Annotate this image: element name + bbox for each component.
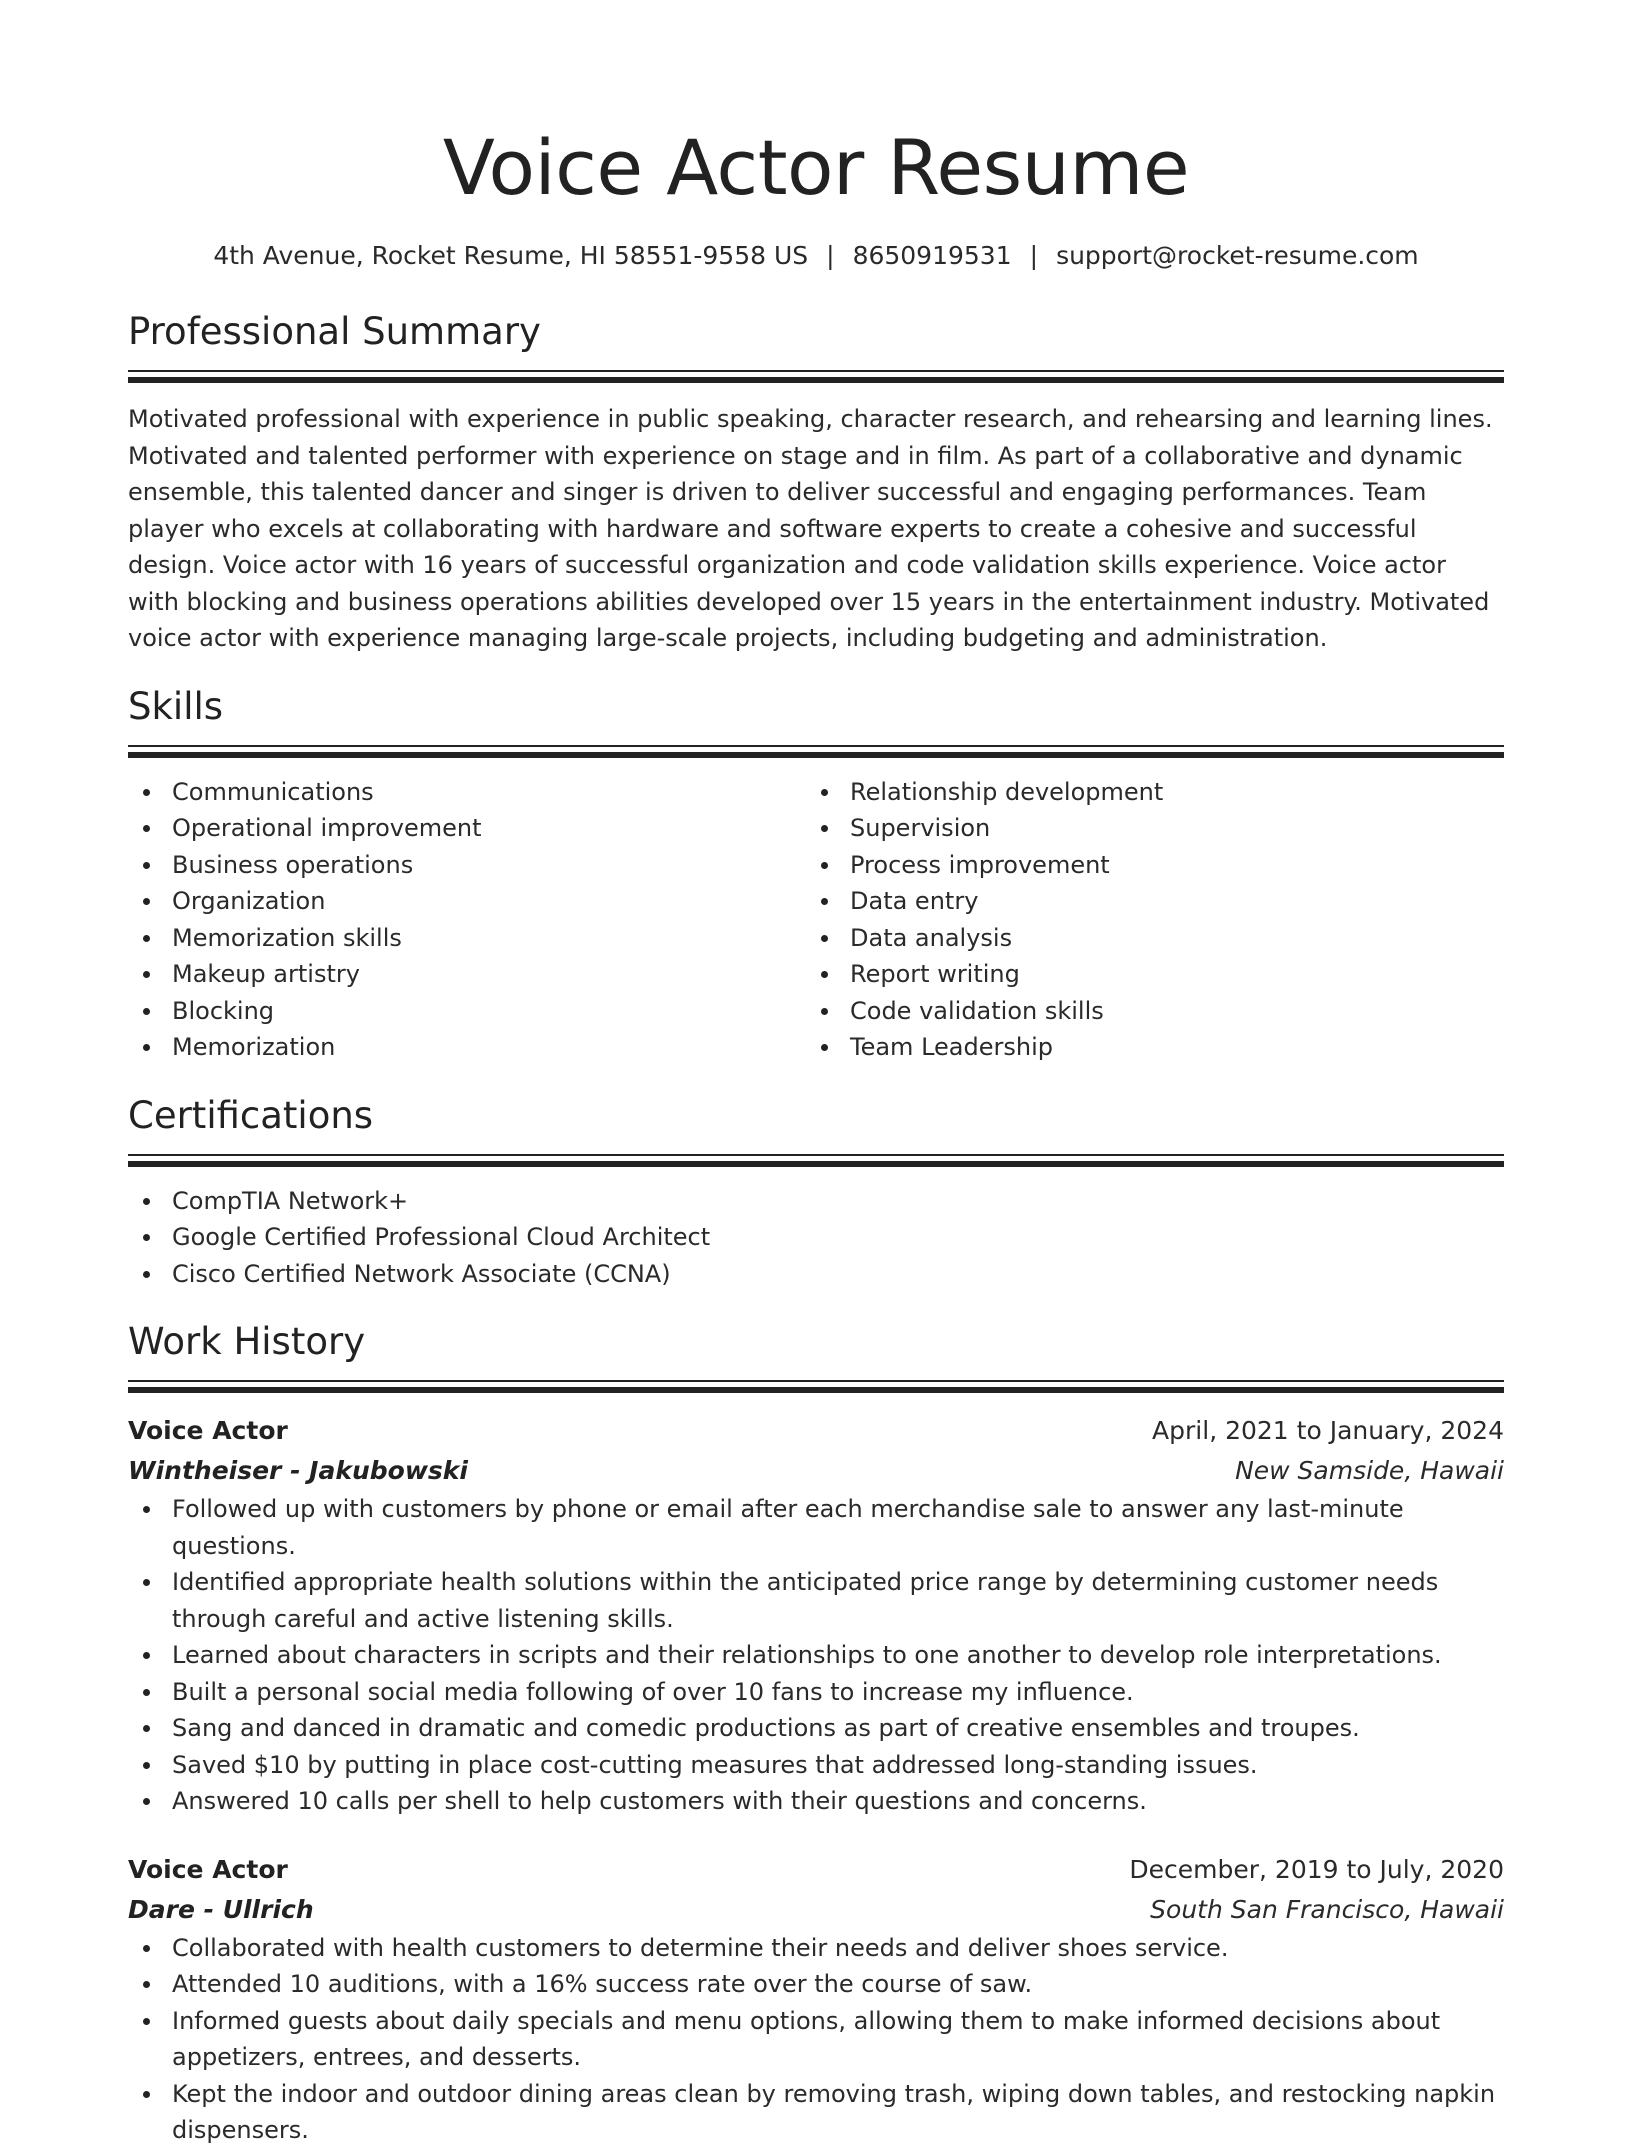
job-dates: December, 2019 to July, 2020	[1129, 1854, 1504, 1884]
skill-item: Blocking	[128, 993, 806, 1030]
section-divider	[128, 745, 1504, 760]
section-heading: Skills	[128, 684, 224, 728]
job-bullet: Learned about characters in scripts and their relationships to one another to develop role interpretations.	[128, 1637, 1504, 1674]
job-bullet: Built a personal social media following of over 10 fans to increase my influence.	[128, 1674, 1504, 1711]
work-history-section	[128, 1318, 1504, 2149]
skill-item: Organization	[128, 883, 806, 920]
contact-line	[128, 240, 1504, 272]
skills-section	[128, 683, 1504, 1066]
contact-phone: 8650919531	[852, 241, 1012, 270]
job-bullet: Attended 10 auditions, with a 16% success rate over the course of saw.	[128, 1966, 1504, 2003]
skill-item: Data entry	[806, 883, 1484, 920]
job-bullet: Sang and danced in dramatic and comedic productions as part of creative ensembles and troupes.	[128, 1710, 1504, 1747]
skill-item: Memorization skills	[128, 920, 806, 957]
job-dates: April, 2021 to January, 2024	[1152, 1416, 1504, 1445]
certification-item: CompTIA Network+	[128, 1183, 1504, 1220]
section-divider	[128, 1154, 1504, 1169]
summary-text: Motivated professional with experience in public speaking, character research, and rehearsing and learning lines. Motivated and talented performer with experience on stage and in film. As part of a collaborative and dynamic ensemble, this talented dancer and singer is driven to deliver successful and engaging performances. Team player who excels at collaborating with hardware and software experts to create a cohesive and successful design. Voice actor with 16 years of successful organization and code validation skills experience. Voice actor with blocking and business operations abilities developed over 15 years in the entertainment industry. Motivated voice actor with experience managing large-scale projects, including budgeting and administration.	[128, 405, 1493, 652]
job-entry	[128, 1850, 1504, 2149]
skill-item: Memorization	[128, 1029, 806, 1066]
job-entry	[128, 1411, 1504, 1820]
contact-address: 4th Avenue, Rocket Resume, HI 58551-9558 US	[213, 241, 809, 270]
skill-item: Makeup artistry	[128, 956, 806, 993]
certifications-section	[128, 1092, 1504, 1293]
contact-separator: |	[1029, 241, 1039, 270]
job-subheader	[128, 1451, 1504, 1491]
skill-item: Business operations	[128, 847, 806, 884]
section-heading: Work History	[128, 1320, 366, 1363]
job-header	[128, 1411, 1504, 1451]
job-bullets	[128, 1491, 1504, 1820]
skill-item: Relationship development	[806, 774, 1484, 811]
skill-item: Supervision	[806, 810, 1484, 847]
job-company: Wintheiser - Jakubowski	[128, 1456, 469, 1485]
contact-email: support@rocket-resume.com	[1056, 241, 1419, 270]
job-bullet: Kept the indoor and outdoor dining areas clean by removing trash, wiping down tables, and restocking napkin dispensers.	[128, 2076, 1504, 2149]
job-title: Voice Actor	[128, 1416, 288, 1445]
job-header	[128, 1850, 1504, 1890]
skill-item: Team Leadership	[806, 1029, 1484, 1066]
job-bullet: Followed up with customers by phone or email after each merchandise sale to answer any last-minute questions.	[128, 1491, 1504, 1564]
skill-item: Report writing	[806, 956, 1484, 993]
job-company: Dare - Ullrich	[128, 1894, 314, 1924]
job-title: Voice Actor	[128, 1854, 288, 1884]
resume-title: Voice Actor Resume	[442, 123, 1190, 212]
skill-item: Data analysis	[806, 920, 1484, 957]
section-heading: Professional Summary	[128, 310, 541, 353]
skill-item: Operational improvement	[128, 810, 806, 847]
section-divider	[128, 370, 1504, 385]
job-bullet: Saved $10 by putting in place cost-cutting measures that addressed long-standing issues.	[128, 1747, 1504, 1784]
resume-page	[128, 0, 1504, 2149]
job-bullet: Collaborated with health customers to determine their needs and deliver shoes service.	[128, 1930, 1504, 1967]
skills-columns	[128, 774, 1504, 1066]
job-subheader	[128, 1890, 1504, 1930]
job-location: New Samside, Hawaii	[1235, 1456, 1504, 1485]
skill-item: Communications	[128, 774, 806, 811]
certification-item: Google Certified Professional Cloud Architect	[128, 1219, 1504, 1256]
skills-list-right	[806, 774, 1484, 1066]
job-bullet: Identified appropriate health solutions within the anticipated price range by determining customer needs through careful and active listening skills.	[128, 1564, 1504, 1637]
job-bullet: Informed guests about daily specials and menu options, allowing them to make informed decisions about appetizers, entrees, and desserts.	[128, 2003, 1504, 2076]
skill-item: Process improvement	[806, 847, 1484, 884]
job-bullet: Answered 10 calls per shell to help customers with their questions and concerns.	[128, 1783, 1504, 1820]
certifications-list	[128, 1183, 1504, 1293]
certification-item: Cisco Certified Network Associate (CCNA)	[128, 1256, 1504, 1293]
job-bullets	[128, 1930, 1504, 2149]
section-divider	[128, 1380, 1504, 1395]
contact-separator: |	[826, 241, 835, 270]
summary-section	[128, 308, 1504, 657]
skills-list-left	[128, 774, 806, 1066]
skill-item: Code validation skills	[806, 993, 1484, 1030]
job-location: South San Francisco, Hawaii	[1150, 1894, 1504, 1924]
section-heading: Certifications	[128, 1093, 374, 1137]
